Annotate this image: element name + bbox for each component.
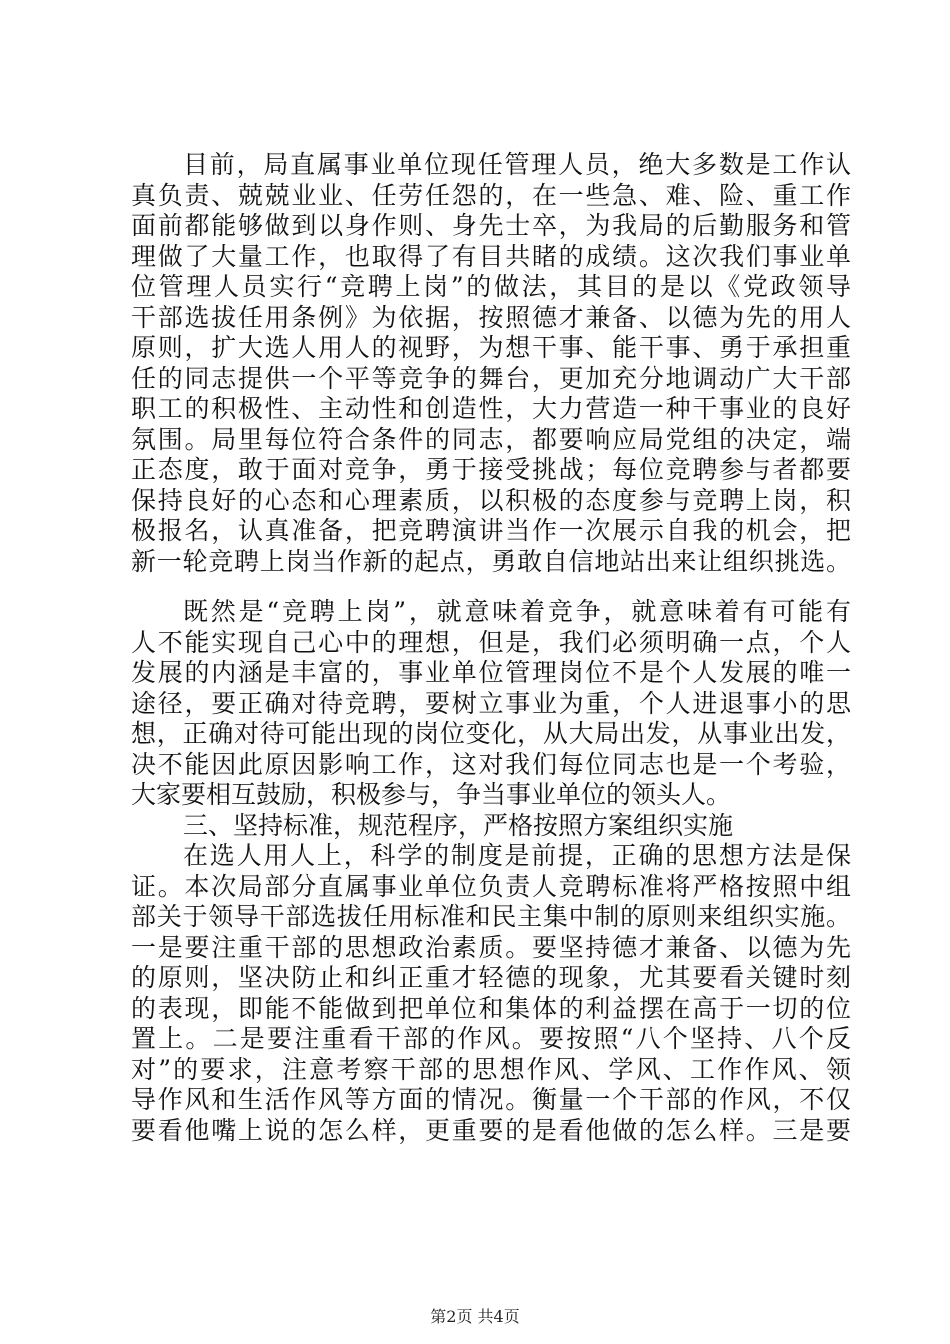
paragraph-1-line-10: 氛围。局里每位符合条件的同志，都要响应局党组的决定，端 [131, 424, 851, 454]
paragraph-1-line-8: 任的同志提供一个平等竞争的舞台，更加充分地调动广大干部 [131, 363, 851, 393]
paragraph-2-line-1: 既然是“竞聘上岗”，就意味着竞争，就意味着有可能有 [183, 597, 851, 626]
paragraph-2-line-3: 发展的内涵是丰富的，事业单位管理岗位不是个人发展的唯一 [131, 658, 851, 687]
paragraph-3-line-1: 在选人用人上，科学的制度是前提，正确的思想方法是保 [183, 841, 851, 870]
paragraph-3-line-8: 对”的要求，注意考察干部的思想作风、学风、工作作风、领 [131, 1054, 851, 1084]
paragraph-2-line-6: 决不能因此原因影响工作，这对我们每位同志也是一个考验， [131, 749, 851, 779]
paragraph-3-line-10: 要看他嘴上说的怎么样，更重要的是看他做的怎么样。三是要 [131, 1115, 851, 1145]
paragraph-2-line-4: 途径，要正确对待竞聘，要树立事业为重，个人进退事小的思 [131, 688, 851, 718]
paragraph-1-line-4: 理做了大量工作，也取得了有目共睹的成绩。这次我们事业单 [131, 241, 851, 271]
paragraph-1-line-14: 新一轮竞聘上岗当作新的起点，勇敢自信地站出来让组织挑选。 [131, 546, 851, 576]
paragraph-1-line-1: 目前，局直属事业单位现任管理人员，绝大多数是工作认 [183, 150, 851, 179]
paragraph-2-line-5: 想，正确对待可能出现的岗位变化，从大局出发，从事业出发， [131, 719, 851, 748]
paragraph-1-line-11: 正态度，敢于面对竞争，勇于接受挑战；每位竞聘参与者都要 [131, 455, 851, 484]
paragraph-3-line-3: 部关于领导干部选拔任用标准和民主集中制的原则来组织实施。 [131, 902, 851, 931]
page-footer: 第2页 共4页 [430, 1307, 520, 1326]
paragraph-3-line-5: 的原则，坚决防止和纠正重才轻德的现象，尤其要看关键时刻 [131, 963, 851, 992]
paragraph-1-line-2: 真负责、兢兢业业、任劳任怨的，在一些急、难、险、重工作 [131, 180, 851, 210]
section-heading: 三、坚持标准，规范程序，严格按照方案组织实施 [183, 810, 734, 840]
paragraph-1-line-12: 保持良好的心态和心理素质，以积极的态度参与竞聘上岗，积 [131, 485, 851, 515]
paragraph-1-line-13: 极报名，认真准备，把竞聘演讲当作一次展示自我的机会，把 [131, 516, 851, 545]
paragraph-3-line-9: 导作风和生活作风等方面的情况。衡量一个干部的作风，不仅 [131, 1085, 851, 1114]
paragraph-3-line-7: 置上。二是要注重看干部的作风。要按照“八个坚持、八个反 [131, 1024, 851, 1053]
paragraph-1-line-9: 职工的积极性、主动性和创造性，大力营造一种干事业的良好 [131, 394, 851, 423]
paragraph-1-line-5: 位管理人员实行“竞聘上岗”的做法，其目的是以《党政领导 [131, 272, 851, 301]
paragraph-3-line-6: 的表现，即能不能做到把单位和集体的利益摆在高于一切的位 [131, 993, 851, 1023]
paragraph-3-line-4: 一是要注重干部的思想政治素质。要坚持德才兼备、以德为先 [131, 932, 851, 962]
paragraph-1-line-3: 面前都能够做到以身作则、身先士卒，为我局的后勤服务和管 [131, 211, 851, 240]
paragraph-2-line-7: 大家要相互鼓励，积极参与，争当事业单位的领头人。 [131, 780, 732, 809]
paragraph-1-line-6: 干部选拔任用条例》为依据，按照德才兼备、以德为先的用人 [131, 302, 851, 332]
paragraph-2-line-2: 人不能实现自己心中的理想，但是，我们必须明确一点，个人 [131, 627, 851, 657]
paragraph-1-line-7: 原则，扩大选人用人的视野，为想干事、能干事、勇于承担重 [131, 333, 851, 362]
paragraph-3-line-2: 证。本次局部分直属事业单位负责人竞聘标准将严格按照中组 [131, 871, 851, 901]
